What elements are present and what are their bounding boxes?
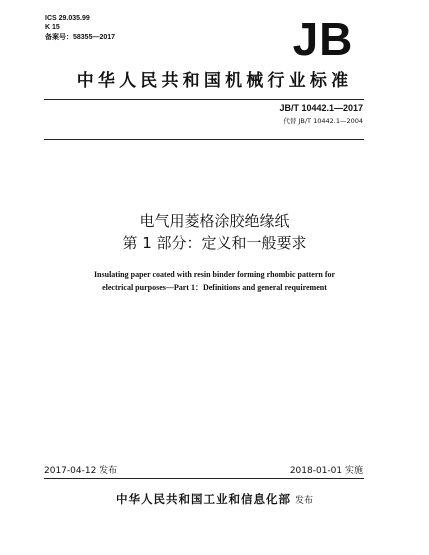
jb-logo bbox=[283, 18, 363, 58]
standard-category-title: 中华人民共和国机械行业标准 bbox=[76, 71, 353, 91]
issuer-line bbox=[0, 491, 429, 507]
chinese-title-line1: 电气用菱格涂胶绝缘纸 bbox=[139, 212, 290, 230]
classification-code: K 15 bbox=[45, 24, 60, 31]
header-divider bbox=[44, 99, 364, 100]
issuer-name: 中华人民共和国工业和信息化部 bbox=[115, 492, 291, 506]
replaces-standard: 代替 JB/T 10442.1—2004 bbox=[283, 117, 363, 125]
registration-number: 备案号：58355—2017 bbox=[45, 34, 116, 41]
jb-logo-text: JB bbox=[292, 18, 354, 58]
standard-number: JB/T 10442.1—2017 bbox=[279, 103, 363, 113]
issue-date: 2017-04-12 发布 bbox=[44, 466, 118, 476]
footer-divider bbox=[44, 478, 364, 479]
english-title-line1: Insulating paper coated with resin binder forming rhombic pattern for bbox=[93, 270, 336, 279]
chinese-title-line2: 第 1 部分：定义和一般要求 bbox=[122, 234, 307, 252]
ics-code: ICS 29.035.99 bbox=[45, 15, 90, 22]
english-title-line2: electrical purposes—Part 1：Definitions and general requirement bbox=[102, 283, 327, 292]
implementation-date: 2018-01-01 实施 bbox=[289, 466, 363, 476]
issuer-suffix: 发布 bbox=[294, 496, 313, 506]
number-divider bbox=[44, 139, 364, 140]
